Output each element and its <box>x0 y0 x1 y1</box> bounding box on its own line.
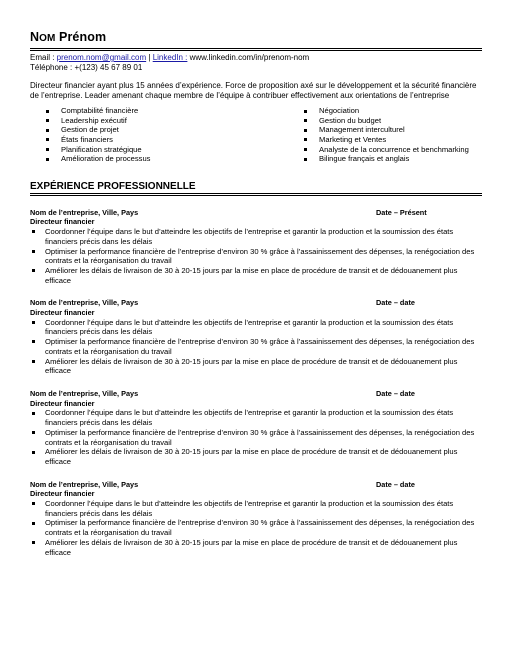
job-bullet: Optimiser la performance financière de l’entreprise d’environ 30 % grâce à l’assainissement des dépenses, la renégociation des contrats et la réorganisation du travail <box>30 518 482 537</box>
skill-item: Comptabilité financière <box>46 106 304 116</box>
job-date: Date – date <box>376 479 415 489</box>
job-bullet: Améliorer les délais de livraison de 30 à 20-15 jours par la mise en place de procédure de transit et de dédouanement plus efficace <box>30 357 482 376</box>
experience-list <box>30 208 482 558</box>
job-role: Directeur financier <box>30 398 95 408</box>
job-entry <box>30 208 482 286</box>
job-bullet: Coordonner l’équipe dans le but d’atteindre les objectifs de l’entreprise et garantir la production et la soumission des états financiers précis dans les délais <box>30 227 482 246</box>
job-date: Date – date <box>376 298 415 308</box>
job-bullet: Améliorer les délais de livraison de 30 à 20-15 jours par la mise en place de procédure de transit et de dédouanement plus efficace <box>30 538 482 557</box>
job-bullet: Coordonner l’équipe dans le but d’atteindre les objectifs de l’entreprise et garantir la production et la soumission des états financiers précis dans les délais <box>30 318 482 337</box>
job-date: Date – date <box>376 389 415 398</box>
job-bullet: Améliorer les délais de livraison de 30 à 20-15 jours par la mise en place de procédure de transit et de dédouanement plus efficace <box>30 266 482 285</box>
header-divider <box>30 48 482 51</box>
name-rest: Prénom <box>55 30 107 44</box>
skills-column-right <box>304 106 469 164</box>
email-link[interactable]: prenom.nom@gmail.com <box>56 53 147 62</box>
job-bullet: Coordonner l’équipe dans le but d’atteindre les objectifs de l’entreprise et garantir la production et la soumission des états financiers précis dans les délais <box>30 408 482 427</box>
job-entry <box>30 480 482 558</box>
email-label: Email : <box>30 53 57 62</box>
contact-separator: | <box>146 53 153 62</box>
job-date: Date – Présent <box>376 207 427 217</box>
job-role: Directeur financier <box>30 217 95 227</box>
skill-item: Gestion du budget <box>304 116 469 126</box>
skill-item: Marketing et Ventes <box>304 135 469 145</box>
job-entry <box>30 389 482 467</box>
job-bullet: Optimiser la performance financière de l’entreprise d’environ 30 % grâce à l’assainissement des dépenses, la renégociation des contrats et la réorganisation du travail <box>30 337 482 356</box>
job-entry <box>30 298 482 376</box>
job-company: Nom de l’entreprise, Ville, Pays <box>30 389 139 398</box>
job-header <box>30 208 482 218</box>
profile-summary: Directeur financier ayant plus 15 années d’expérience. Force de proposition axé sur le développement et la sécurité financière de l’entreprise. Leader amenant chaque membre de l’équipe à contribuer effectivement aux orientations de l’entreprise <box>30 81 477 100</box>
job-bullets <box>30 227 482 285</box>
experience-section-title: EXPÉRIENCE PROFESSIONNELLE <box>30 180 196 192</box>
contact-info <box>30 53 482 72</box>
job-bullets <box>30 318 482 376</box>
resume-page <box>30 30 482 557</box>
skill-item: Planification stratégique <box>46 145 304 155</box>
name-initial: N <box>30 30 40 44</box>
name-smallcaps: OM <box>39 33 56 44</box>
skills-list <box>30 106 482 164</box>
skill-item: Leadership exécutif <box>46 116 304 126</box>
contact-line-1 <box>30 53 482 63</box>
linkedin-url: www.linkedin.com/in/prenom-nom <box>187 53 310 62</box>
job-role: Directeur financier <box>30 308 95 318</box>
linkedin-label[interactable]: LinkedIn : <box>152 53 188 62</box>
job-company: Nom de l’entreprise, Ville, Pays <box>30 298 139 308</box>
job-bullet: Optimiser la performance financière de l’entreprise d’environ 30 % grâce à l’assainissement des dépenses, la renégociation des contrats et la réorganisation du travail <box>30 428 482 447</box>
candidate-name <box>30 30 482 46</box>
job-header <box>30 480 482 490</box>
job-role: Directeur financier <box>30 489 95 499</box>
skill-item: Bilingue français et anglais <box>304 154 469 164</box>
skill-item: Amélioration de processus <box>46 154 304 164</box>
skill-item: États financiers <box>46 135 304 145</box>
job-company: Nom de l’entreprise, Ville, Pays <box>30 207 139 217</box>
job-bullets <box>30 499 482 557</box>
job-header <box>30 298 482 308</box>
job-bullet: Coordonner l’équipe dans le but d’atteindre les objectifs de l’entreprise et garantir la production et la soumission des états financiers précis dans les délais <box>30 499 482 518</box>
job-bullet: Optimiser la performance financière de l’entreprise d’environ 30 % grâce à l’assainissement des dépenses, la renégociation des contrats et la réorganisation du travail <box>30 247 482 266</box>
phone: Téléphone : +(123) 45 67 89 01 <box>30 62 143 72</box>
skill-item: Analyste de la concurrence et benchmarking <box>304 145 469 155</box>
skill-item: Gestion de projet <box>46 125 304 135</box>
skill-item: Négociation <box>304 106 469 116</box>
job-header <box>30 389 482 399</box>
skills-column-left <box>30 106 304 164</box>
section-divider <box>30 193 482 196</box>
job-bullets <box>30 408 482 466</box>
job-bullet: Améliorer les délais de livraison de 30 à 20-15 jours par la mise en place de procédure de transit et de dédouanement plus efficace <box>30 447 482 466</box>
skill-item: Management interculturel <box>304 125 469 135</box>
job-company: Nom de l’entreprise, Ville, Pays <box>30 479 139 489</box>
